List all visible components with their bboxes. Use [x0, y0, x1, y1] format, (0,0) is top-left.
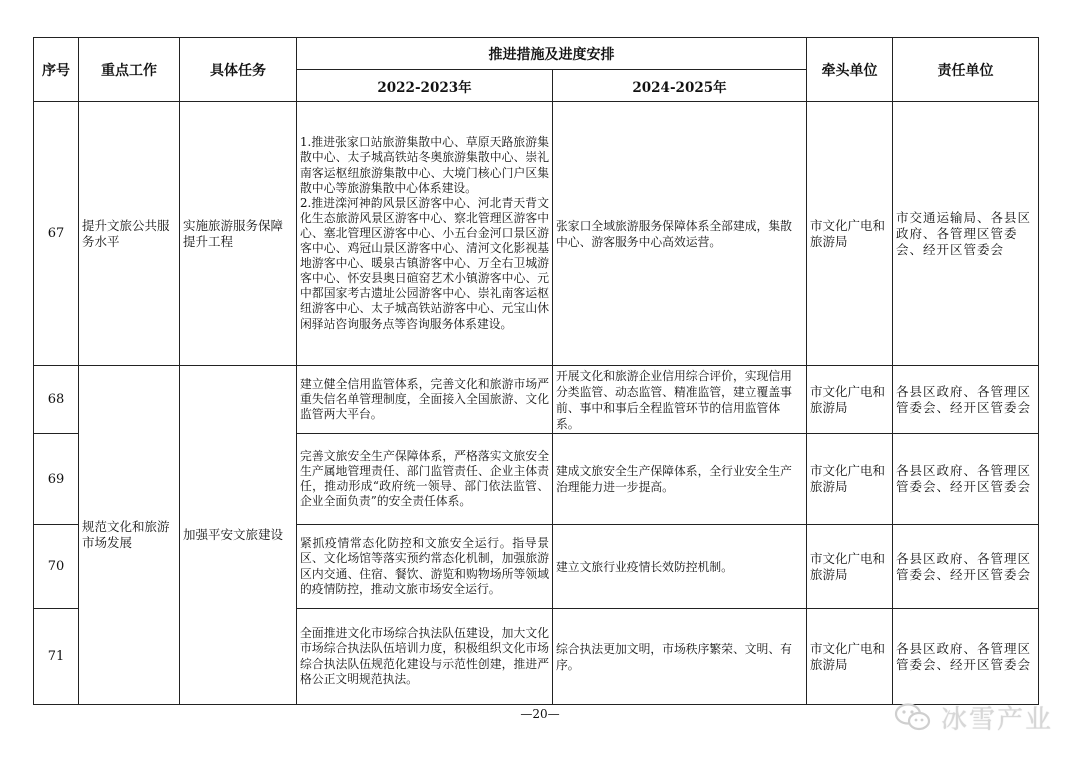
watermark — [893, 697, 1053, 737]
plan-table — [33, 37, 1039, 705]
measures-2022-cell: 建立健全信用监管体系，完善文化和旅游市场严重失信名单管理制度，全面接入全国旅游、文化监管两大平台。 — [297, 366, 553, 434]
col-header-2022: 2022-2023年 — [297, 70, 553, 102]
col-header-measures: 推进措施及进度安排 — [297, 38, 807, 70]
watermark-text: 冰雪产业 — [941, 704, 1054, 735]
measures-2024-cell: 建成文旅安全生产保障体系，全行业安全生产治理能力进一步提高。 — [553, 434, 807, 525]
table-row — [34, 102, 1039, 366]
key-work-cell: 规范文化和旅游市场发展 — [79, 366, 180, 705]
row-number: 69 — [34, 434, 79, 525]
header-row-1 — [34, 38, 1039, 70]
lead-unit-cell: 市文化广电和旅游局 — [807, 525, 893, 609]
task-cell: 加强平安文旅建设 — [180, 366, 297, 705]
resp-unit-cell: 各县区政府、各管理区管委会、经开区管委会 — [893, 434, 1039, 525]
measures-2024-cell: 建立文旅行业疫情长效防控机制。 — [553, 525, 807, 609]
measures-2024-cell: 开展文化和旅游企业信用综合评价，实现信用分类监管、动态监管、精准监管，建立覆盖事前、事中和事后全程监管环节的信用监管体系。 — [553, 366, 807, 434]
col-header-seq: 序号 — [34, 38, 79, 102]
lead-unit-cell: 市文化广电和旅游局 — [807, 102, 893, 366]
measures-2022-cell: 全面推进文化市场综合执法队伍建设，加大文化市场综合执法队伍培训力度，积极组织文化市场综合执法队伍规范化建设与示范性创建，推进严格公正文明规范执法。 — [297, 609, 553, 705]
measures-2024-cell: 张家口全域旅游服务保障体系全部建成，集散中心、游客服务中心高效运营。 — [553, 102, 807, 366]
measure-item: 2.推进滦河神韵风景区游客中心、河北青天背文化生态旅游风景区游客中心、察北管理区游客中心、塞北管理区游客中心、小五台金河口景区游客中心、鸡冠山景区游客中心、清河文化影视基地游客中心、暖泉古镇游客中心、万全右卫城游客中心、怀安县奥日碹窑艺术小镇游客中心、元中都国家考古遗址公园游客中心、崇礼南客运枢纽游客中心、太子城高铁站游客中心、元宝山休闲驿站咨询服务点等咨询服务体系建设。 — [300, 195, 549, 331]
task-cell: 实施旅游服务保障提升工程 — [180, 102, 297, 366]
measures-2022-cell: 完善文旅安全生产保障体系，严格落实文旅安全生产属地管理责任、部门监管责任、企业主体责任，推动形成“政府统一领导、部门依法监管、企业全面负责”的安全责任体系。 — [297, 434, 553, 525]
col-header-key-work: 重点工作 — [79, 38, 180, 102]
measures-2022-cell: 紧抓疫情常态化防控和文旅安全运行。指导景区、文化场馆等落实预约常态化机制，加强旅游区内交通、住宿、餐饮、游览和购物场所等领域的疫情防控，推动文旅市场安全运行。 — [297, 525, 553, 609]
col-header-resp: 责任单位 — [893, 38, 1039, 102]
resp-unit-cell: 各县区政府、各管理区管委会、经开区管委会 — [893, 525, 1039, 609]
col-header-lead: 牵头单位 — [807, 38, 893, 102]
resp-unit-cell: 各县区政府、各管理区管委会、经开区管委会 — [893, 609, 1039, 705]
table-row — [34, 366, 1039, 434]
page-number: —20— — [520, 707, 560, 721]
measure-item: 1.推进张家口站旅游集散中心、草原天路旅游集散中心、太子城高铁站冬奥旅游集散中心、崇礼南客运枢纽旅游集散中心、大境门核心门户区集散中心等旅游集散中心体系建设。 — [300, 135, 549, 195]
col-header-task: 具体任务 — [180, 38, 297, 102]
lead-unit-cell: 市文化广电和旅游局 — [807, 609, 893, 705]
row-number: 67 — [34, 102, 79, 366]
measures-2024-cell: 综合执法更加文明，市场秩序繁荣、文明、有序。 — [553, 609, 807, 705]
col-header-2024: 2024-2025年 — [553, 70, 807, 102]
key-work-cell: 提升文旅公共服务水平 — [79, 102, 180, 366]
lead-unit-cell: 市文化广电和旅游局 — [807, 434, 893, 525]
row-number: 71 — [34, 609, 79, 705]
measures-2022-cell — [297, 102, 553, 366]
wechat-icon — [893, 702, 933, 732]
resp-unit-cell: 市交通运输局、各县区政府、各管理区管委会、经开区管委会 — [893, 102, 1039, 366]
lead-unit-cell: 市文化广电和旅游局 — [807, 366, 893, 434]
resp-unit-cell: 各县区政府、各管理区管委会、经开区管委会 — [893, 366, 1039, 434]
row-number: 68 — [34, 366, 79, 434]
row-number: 70 — [34, 525, 79, 609]
